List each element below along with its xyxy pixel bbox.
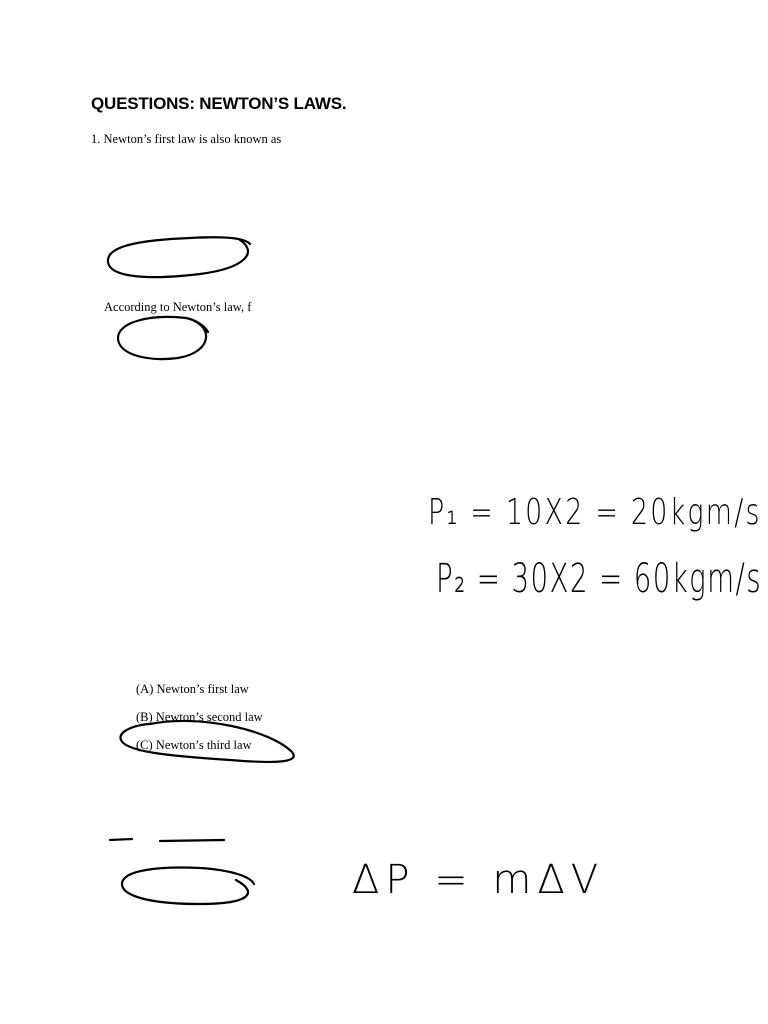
handwritten-oval-4 <box>122 868 254 904</box>
option-c: (C) Newton’s third law <box>136 738 252 752</box>
handwritten-oval-2 <box>118 317 208 359</box>
handwritten-momentum-2: P₂ = 30X2 = 60kgm/s <box>436 556 763 602</box>
page-title: QUESTIONS: NEWTON’S LAWS. <box>91 94 347 113</box>
option-b: (B) Newton’s second law <box>136 710 263 724</box>
question-2: According to Newton’s law, f <box>104 300 252 314</box>
handwritten-oval-1 <box>108 237 250 277</box>
question-1: 1. Newton’s first law is also known as <box>91 132 282 146</box>
handwritten-impulse-equation: ΔP = mΔV <box>352 857 605 903</box>
option-a: (A) Newton’s first law <box>136 682 249 696</box>
handwritten-momentum-1: P₁ = 10X2 = 20kgm/s <box>428 492 762 533</box>
handwritten-dash-1 <box>110 839 132 840</box>
handwritten-dash-2 <box>160 840 224 841</box>
